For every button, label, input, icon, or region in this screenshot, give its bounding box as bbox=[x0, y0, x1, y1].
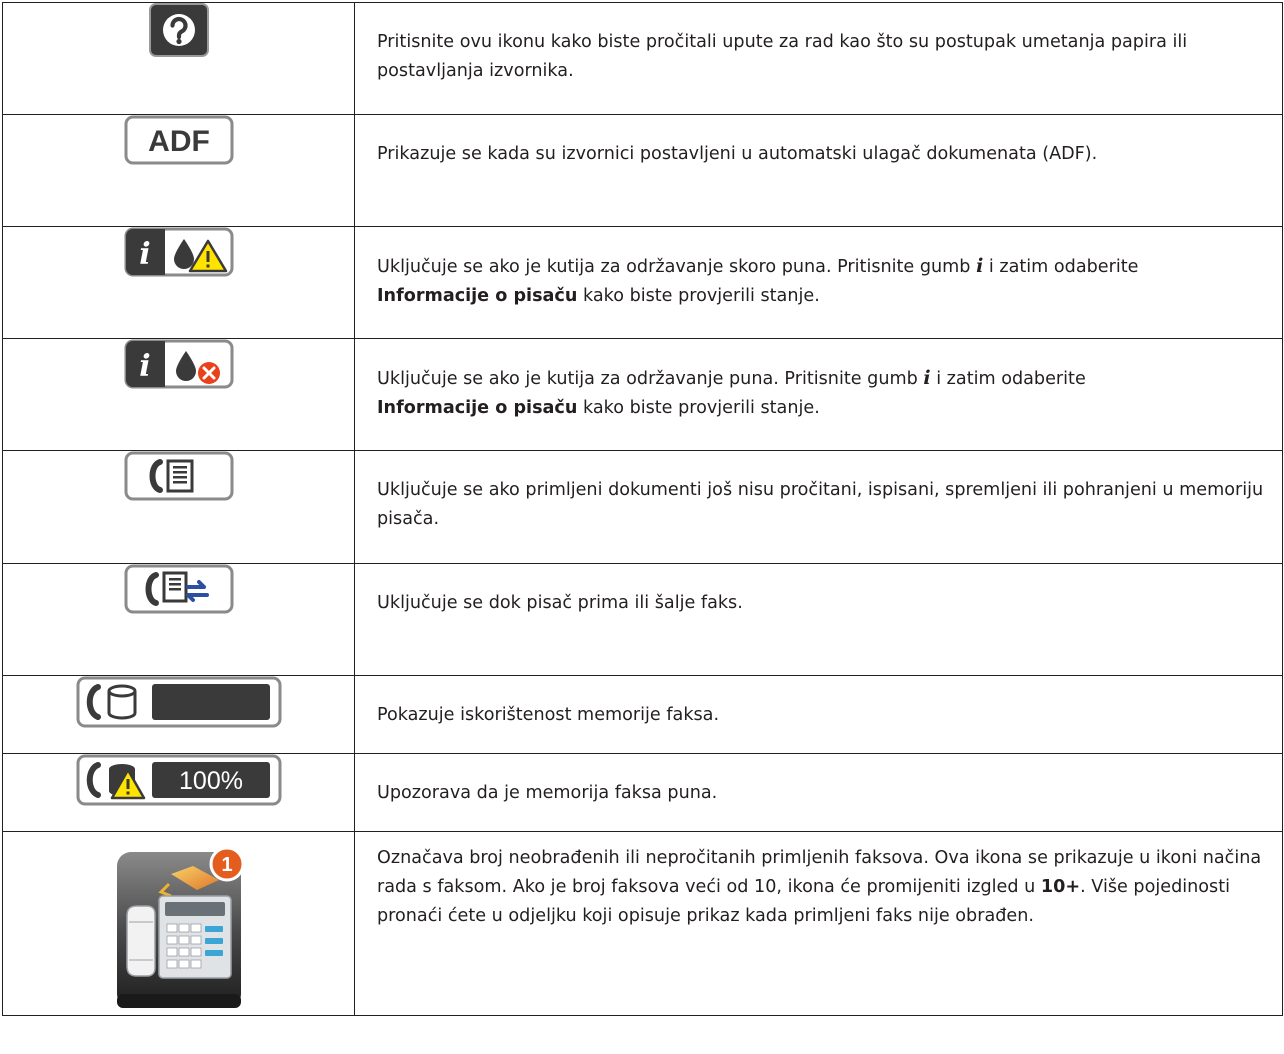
table-row bbox=[3, 339, 1283, 451]
icon-cell bbox=[3, 339, 355, 451]
svg-text:i: i bbox=[138, 349, 151, 384]
description-cell bbox=[355, 115, 1283, 227]
icon-description-table bbox=[2, 2, 1283, 1016]
maintenance-box-full-icon bbox=[124, 339, 234, 389]
maintenance-box-warning-icon bbox=[124, 227, 234, 277]
table-row bbox=[3, 3, 1283, 115]
description-cell bbox=[355, 564, 1283, 676]
description-text: Označava broj neobrađenih ili nepročitanih primljenih faksova. Ova ikona se prikazuje u ikoni načina rada s faksom. Ako je broj faksova veći od 10, ikona će promijeniti izgled u bbox=[377, 848, 1262, 897]
svg-text:i: i bbox=[138, 237, 151, 272]
table-row bbox=[3, 564, 1283, 676]
bold-term: Informacije o pisaču bbox=[377, 398, 578, 418]
description-cell bbox=[355, 754, 1283, 832]
fax-unread-documents-icon bbox=[124, 451, 234, 501]
table-row bbox=[3, 832, 1283, 1016]
icon-cell bbox=[3, 3, 355, 115]
description-text: kako biste provjerili stanje. bbox=[582, 286, 820, 306]
description-text: Uključuje se dok pisač prima ili šalje faks. bbox=[377, 593, 743, 613]
icon-cell bbox=[3, 115, 355, 227]
description-cell bbox=[355, 339, 1283, 451]
icon-cell bbox=[3, 564, 355, 676]
fax-memory-full-icon bbox=[76, 754, 282, 806]
memory-percent-label: 100% bbox=[178, 767, 243, 795]
badge-count: 1 bbox=[220, 854, 233, 876]
description-cell bbox=[355, 3, 1283, 115]
table-row bbox=[3, 754, 1283, 832]
help-icon bbox=[149, 3, 209, 57]
description-text: . Više pojedinosti pronaći ćete u odjeljku koji opisuje prikaz kada primljeni faks nije obrađen. bbox=[377, 877, 1230, 926]
description-text: Pokazuje iskorištenost memorije faksa. bbox=[377, 705, 720, 725]
info-button-icon: i bbox=[923, 367, 931, 389]
description-text: Uključuje se ako je kutija za održavanje skoro puna. Pritisnite gumb bbox=[377, 257, 971, 277]
adf-label: ADF bbox=[147, 125, 210, 158]
icon-cell bbox=[3, 451, 355, 564]
bold-term: 10+ bbox=[1040, 877, 1081, 897]
description-text: Upozorava da je memorija faksa puna. bbox=[377, 783, 718, 803]
table-row bbox=[3, 227, 1283, 339]
icon-cell bbox=[3, 227, 355, 339]
fax-mode-badge-icon bbox=[109, 844, 249, 1012]
description-text: kako biste provjerili stanje. bbox=[582, 398, 820, 418]
table-row bbox=[3, 115, 1283, 227]
icon-cell bbox=[3, 832, 355, 1016]
fax-transmitting-icon bbox=[124, 564, 234, 614]
info-button-icon: i bbox=[976, 255, 984, 277]
description-text: Uključuje se ako primljeni dokumenti još nisu pročitani, ispisani, spremljeni ili pohranjeni u memoriju pisača. bbox=[377, 480, 1264, 529]
table-row bbox=[3, 451, 1283, 564]
description-cell bbox=[355, 676, 1283, 754]
table-row bbox=[3, 676, 1283, 754]
description-cell bbox=[355, 451, 1283, 564]
description-text: Pritisnite ovu ikonu kako biste pročitali upute za rad kao što su postupak umetanja papira ili postavljanja izvornika. bbox=[377, 32, 1188, 81]
description-text: Uključuje se ako je kutija za održavanje puna. Pritisnite gumb bbox=[377, 369, 918, 389]
icon-cell bbox=[3, 754, 355, 832]
description-text: Prikazuje se kada su izvornici postavljeni u automatski ulagač dokumenata (ADF). bbox=[377, 144, 1098, 164]
icon-cell bbox=[3, 676, 355, 754]
description-text: i zatim odaberite bbox=[988, 257, 1139, 277]
bold-term: Informacije o pisaču bbox=[377, 286, 578, 306]
fax-memory-usage-icon bbox=[76, 676, 282, 728]
description-text: i zatim odaberite bbox=[936, 369, 1086, 389]
description-cell bbox=[355, 832, 1283, 1016]
description-cell bbox=[355, 227, 1283, 339]
adf-icon bbox=[124, 115, 234, 165]
